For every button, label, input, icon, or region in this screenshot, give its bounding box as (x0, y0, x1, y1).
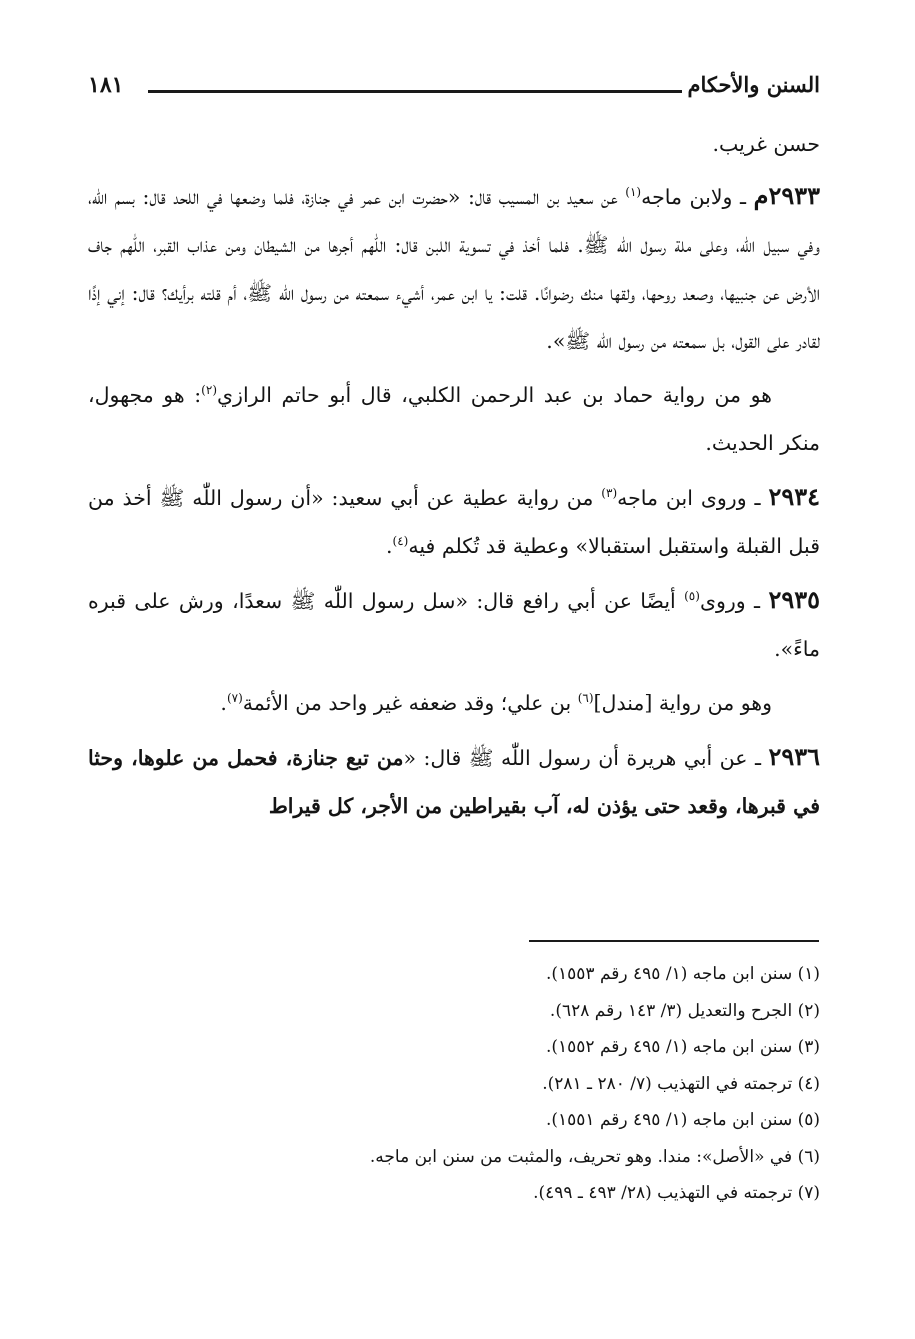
footnote-ref: (١) (625, 185, 642, 200)
hadith-number: ٢٩٣٥ (768, 585, 820, 614)
footnote-ref: (٢) (201, 383, 217, 398)
hadith-text: ـ وروى (699, 589, 769, 613)
footnote-5: (٥) سنن ابن ماجه (١/ ٤٩٥ رقم ١٥٥١). (545, 1110, 820, 1130)
footnote-ref: (٤) (392, 534, 409, 549)
hadith-text: من رواية عطية عن أبي سعيد: «أن رسول اللّٰه ﷺ أخذ من قبل القبلة واستقبل استقبالا» وعطية قد تُكلم فيه (88, 486, 820, 558)
hadith-number: ٢٩٣٣م (753, 181, 820, 210)
hadith-text: . (385, 534, 393, 558)
hadith-text: أيضًا عن أبي رافع قال: «سل رسول اللّٰه ﷺ سعدًا، ورش على قبره ماءً». (88, 589, 820, 661)
footnotes (88, 956, 820, 1212)
footnote-ref: (٦) (577, 691, 594, 706)
main-text (88, 120, 820, 836)
footnote-ref: (٥) (684, 589, 700, 604)
hadith-quote-bold: من تبع جنازة، فحمل من علوها، وحثا في قبرها، وقعد حتى يؤذن له، آب بقيراطين من الأجر، كل قيراط (88, 746, 820, 818)
commentary-text: . (220, 691, 227, 715)
commentary-text: هو من رواية حماد بن عبد الرحمن الكلبي، قال أبو حاتم الرازي (217, 383, 772, 407)
hadith-text: عن سعيد بن المسيب قال: «حضرت ابن عمر في جنازة، فلما وضعها في اللحد قال: بسم اللّٰه، وفي سبيل اللّٰه، وعلى ملة رسول اللّٰه ﷺ. فلما أخذ في تسوية اللبن قال: اللّٰهم أجرها من الشيطان ومن عذاب القبر، اللّٰهم جاف الأرض عن جنبيها، وصعد روحها، ولقها منك رضوانًا. قلت: يا ابن عمر، أشيء سمعته من رسول اللّٰه ﷺ، أم قلته برأيك؟ قال: إني إذًا لقادر على القول، بل سمعته من رسول اللّٰه ﷺ». (88, 185, 820, 353)
footnote-ref: (٧) (226, 691, 243, 706)
hadith-number: ٢٩٣٤ (768, 482, 820, 511)
header-rule (148, 90, 682, 93)
running-header (88, 70, 820, 110)
footnote-separator (529, 940, 819, 942)
footnote-1: (١) سنن ابن ماجه (١/ ٤٩٥ رقم ١٥٥٣). (545, 964, 820, 984)
hadith-text: ـ عن أبي هريرة أن رسول اللّٰه ﷺ قال: « (403, 746, 769, 770)
footnote-3: (٣) سنن ابن ماجه (١/ ٤٩٥ رقم ١٥٥٢). (545, 1037, 820, 1057)
page-number: ١٨١ (88, 72, 124, 98)
commentary-text: بن علي؛ وقد ضعفه غير واحد من الأئمة (242, 691, 578, 715)
footnote-6: (٦) في «الأصل»: مندا. وهو تحريف، والمثبت من سنن ابن ماجه. (369, 1146, 820, 1167)
footnote-4: (٤) ترجمته في التهذيب (٧/ ٢٨٠ ـ ٢٨١). (542, 1073, 820, 1094)
commentary-2935 (88, 679, 820, 727)
footnote-ref: (٣) (601, 486, 618, 501)
commentary-text: : هو مجهول، منكر الحديث. (88, 383, 820, 455)
hadith-2933 (88, 172, 820, 365)
footnote-7: (٧) ترجمته في التهذيب (٢٨/ ٤٩٣ ـ ٤٩٩). (533, 1183, 820, 1203)
footnote-2: (٢) الجرح والتعديل (٣/ ١٤٣ رقم ٦٢٨). (549, 1000, 820, 1021)
commentary-2933 (88, 371, 820, 467)
hadith-2934 (88, 473, 820, 570)
paragraph-continuation: حسن غريب. (712, 132, 820, 156)
hadith-2936 (88, 733, 820, 830)
hadith-2935 (88, 576, 820, 673)
hadith-text: ـ ولابن ماجه (641, 185, 754, 209)
hadith-number: ٢٩٣٦ (768, 742, 820, 771)
header-title: السنن والأحكام (687, 72, 820, 97)
hadith-text: ـ وروى ابن ماجه (617, 486, 769, 510)
commentary-text: وهو من رواية [مندل] (593, 691, 772, 715)
